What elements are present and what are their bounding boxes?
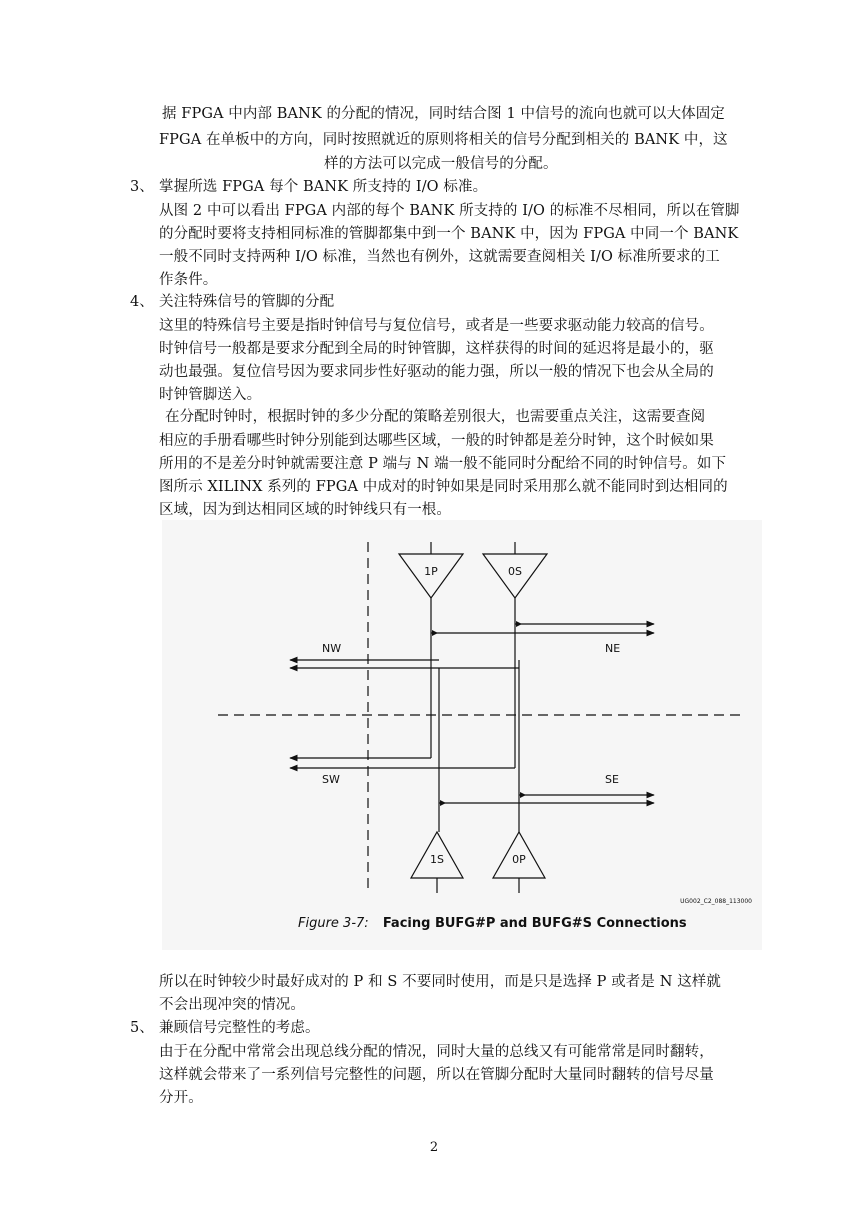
after-figure-line-1: 所以在时钟较少时最好成对的 P 和 S 不要同时使用，而是只是选择 P 或者是 N 这样就 (159, 974, 722, 990)
figure-caption (298, 916, 687, 931)
item-4-para2-line-4: 图所示 XILINX 系列的 FPGA 中成对的时钟如果是同时采用那么就不能同时到达相同的 (159, 479, 728, 495)
buffer-0s-label: 0S (508, 565, 522, 578)
item-4-line-4: 时钟管脚送入。 (159, 387, 262, 403)
item-3-line-4: 作条件。 (159, 272, 218, 288)
junction-arrow (516, 621, 522, 627)
item-5-title: 兼顾信号完整性的考虑。 (159, 1020, 320, 1036)
item-4-para2-line-2: 相应的手册看哪些时钟分别能到达哪些区域，一般的时钟都是差分时钟，这个时候如果 (159, 433, 714, 449)
buffer-1s-label: 1S (430, 853, 444, 866)
item-4-para2-line-1: 在分配时钟时，根据时钟的多少分配的策略差别很大，也需要重点关注，这需要查阅 (165, 409, 706, 425)
item-5-line-3: 分开。 (159, 1090, 203, 1106)
item-4-number: 4、 (130, 294, 154, 310)
page-number: 2 (429, 1140, 439, 1155)
figure-caption-label: Figure 3-7: (298, 916, 369, 931)
item-3-line-1: 从图 2 中可以看出 FPGA 内部的每个 BANK 所支持的 I/O 的标准不尽相同，所以在管脚 (159, 203, 740, 219)
junction-arrow (432, 630, 438, 636)
intro-line-2: FPGA 在单板中的方向，同时按照就近的原则将相关的信号分配到相关的 BANK 中，这 (159, 132, 728, 148)
item-5-line-1: 由于在分配中常常会出现总线分配的情况，同时大量的总线又有可能常常是同时翻转， (159, 1044, 714, 1060)
intro-line-1: 据 FPGA 中内部 BANK 的分配的情况，同时结合图 1 中信号的流向也就可以大体固定 (162, 106, 725, 122)
region-sw-label: SW (322, 773, 340, 786)
bufg-figure (162, 520, 762, 950)
junction-arrow (520, 792, 526, 798)
region-ne-label: NE (605, 642, 621, 655)
intro-line-3: 样的方法可以完成一般信号的分配。 (324, 156, 558, 172)
bufg-diagram (162, 520, 762, 950)
item-4-para2-line-3: 所用的不是差分时钟就需要注意 P 端与 N 端一般不能同时分配给不同的时钟信号。如下 (159, 456, 727, 472)
figure-caption-title: Facing BUFG#P and BUFG#S Connections (382, 916, 687, 931)
figure-code: UG002_C2_088_113000 (680, 898, 752, 905)
after-figure-line-2: 不会出现冲突的情况。 (159, 997, 305, 1013)
item-4-line-1: 这里的特殊信号主要是指时钟信号与复位信号，或者是一些要求驱动能力较高的信号。 (159, 318, 714, 334)
region-se-label: SE (605, 773, 619, 786)
junction-arrow (440, 800, 446, 806)
item-3-line-3: 一般不同时支持两种 I/O 标准，当然也有例外，这就需要查阅相关 I/O 标准所要求的工 (159, 249, 720, 265)
item-5-number: 5、 (130, 1020, 154, 1036)
region-nw-label: NW (322, 642, 342, 655)
item-4-para2-line-5: 区域，因为到达相同区域的时钟线只有一根。 (159, 502, 451, 518)
item-4-title: 关注特殊信号的管脚的分配 (159, 294, 335, 310)
buffer-1p-label: 1P (424, 565, 438, 578)
item-3-number: 3、 (130, 179, 154, 195)
item-3-line-2: 的分配时要将支持相同标准的管脚都集中到一个 BANK 中，因为 FPGA 中同一个 BANK (159, 226, 739, 242)
item-3-title: 掌握所选 FPGA 每个 BANK 所支持的 I/O 标准。 (159, 179, 488, 195)
item-4-line-3: 动也最强。复位信号因为要求同步性好驱动的能力强，所以一般的情况下也会从全局的 (159, 364, 714, 380)
item-5-line-2: 这样就会带来了一系列信号完整性的问题，所以在管脚分配时大量同时翻转的信号尽量 (159, 1067, 714, 1083)
item-4-line-2: 时钟信号一般都是要求分配到全局的时钟管脚，这样获得的时间的延迟将是最小的，驱 (159, 341, 714, 357)
buffer-0p-label: 0P (512, 853, 526, 866)
